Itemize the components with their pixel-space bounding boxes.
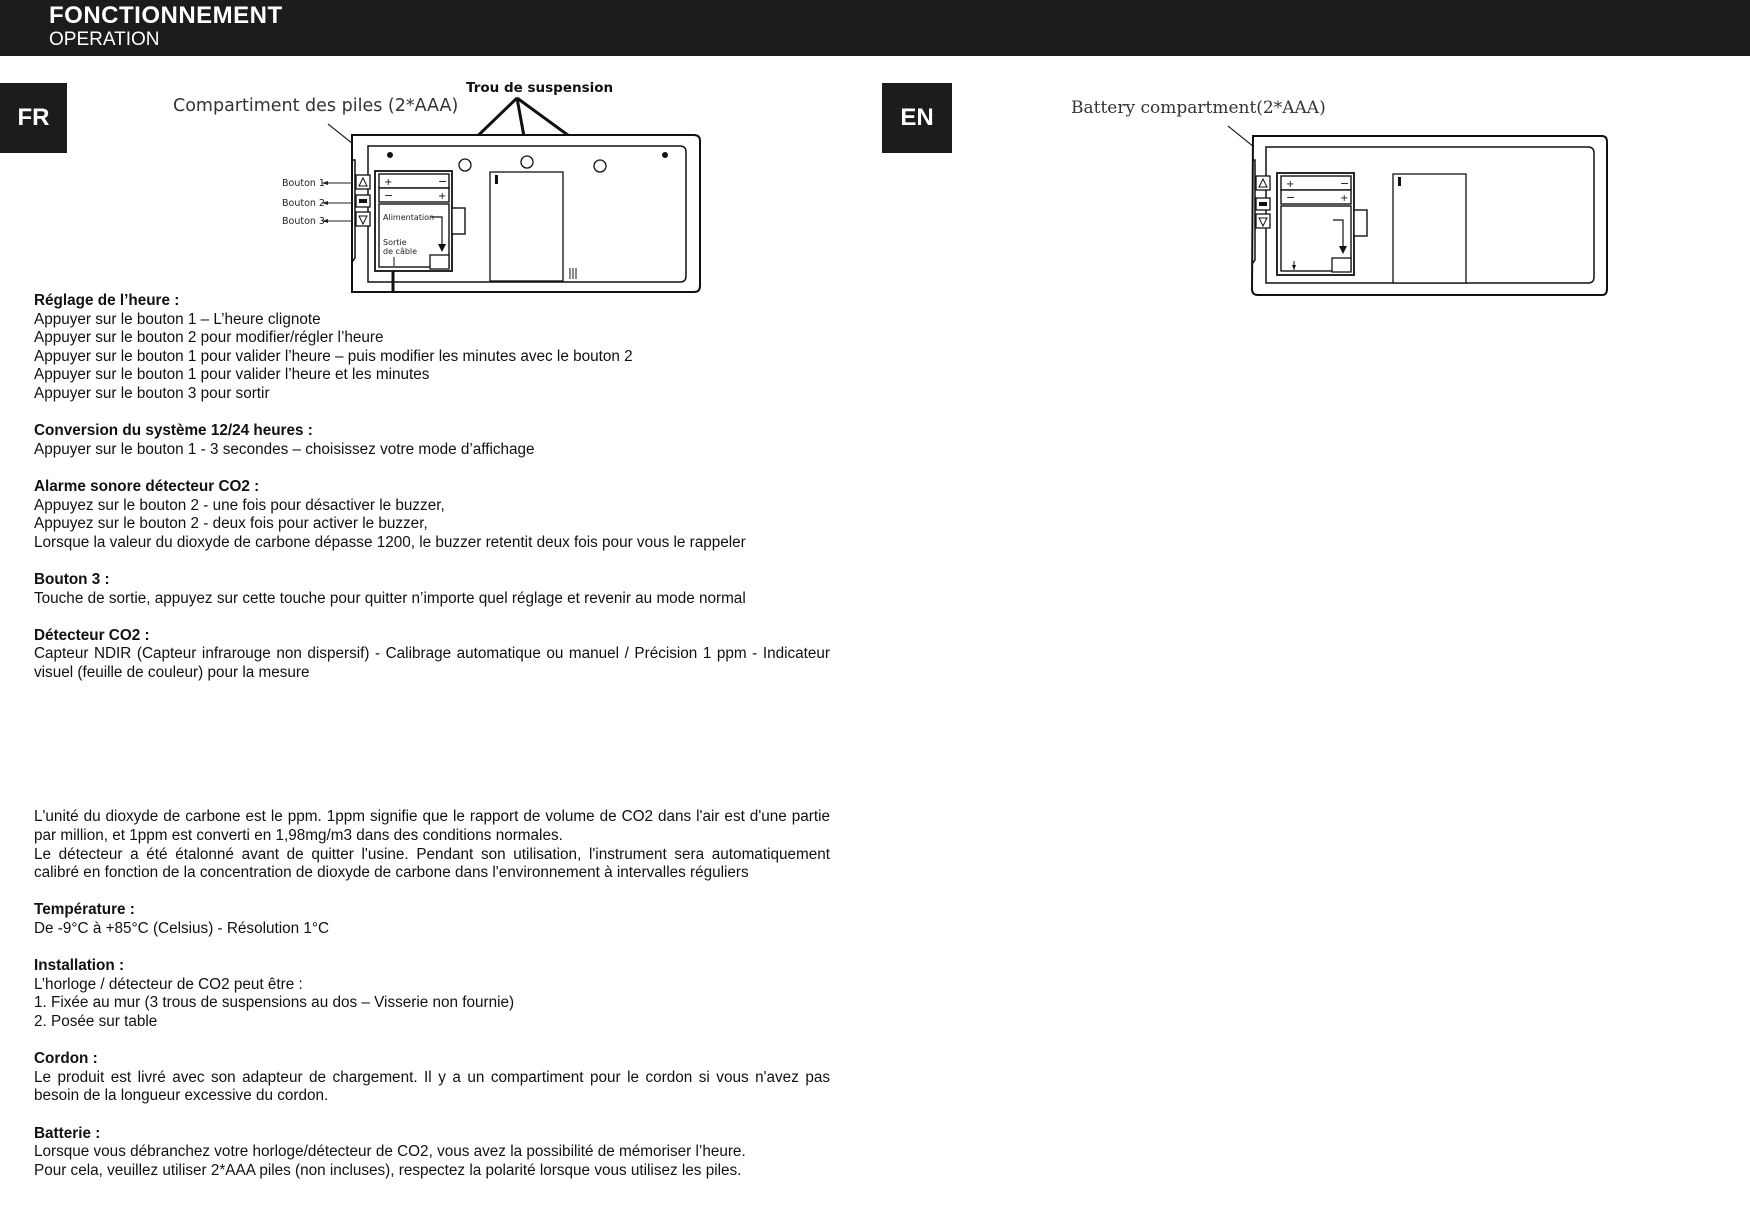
text-line: L’horloge / détecteur de CO2 peut être : xyxy=(34,975,303,993)
section-button-3 xyxy=(34,571,830,608)
text-line: Pour cela, veuillez utiliser 2*AAA piles (non incluses), respectez la polarité lorsque vous utilisez les piles. xyxy=(34,1161,742,1179)
svg-text:+: + xyxy=(1286,179,1295,190)
button-3-label: Bouton 3 xyxy=(282,216,325,227)
section-hour-format xyxy=(34,422,830,459)
device-diagram-fr xyxy=(270,95,710,295)
section-heading: Installation : xyxy=(34,957,125,975)
text-line: Touche de sortie, appuyez sur cette touche pour quitter n’importe quel réglage et revenir au mode normal xyxy=(34,589,746,607)
text-line: De -9°C à +85°C (Celsius) - Résolution 1°C xyxy=(34,920,330,938)
language-badge-en: EN xyxy=(882,83,952,153)
text-line: Appuyer sur le bouton 2 pour modifier/régler l’heure xyxy=(34,329,384,347)
battery-compartment-caption-en: Battery compartment(2*AAA) xyxy=(1071,98,1326,118)
cable-exit-label-1: Sortie xyxy=(383,238,407,247)
language-badge-fr: FR xyxy=(0,83,67,153)
svg-text:−: − xyxy=(1340,177,1350,190)
section-installation xyxy=(34,957,830,1031)
section-co2-alarm xyxy=(34,478,830,552)
text-line: Lorsque la valeur du dioxyde de carbone dépasse 1200, le buzzer retentit deux fois pour vous le rappeler xyxy=(34,533,746,551)
text-line: Appuyer sur le bouton 3 pour sortir xyxy=(34,384,270,402)
button-2-label: Bouton 2 xyxy=(282,198,325,209)
text-paragraph: Le détecteur a été étalonné avant de quitter l'usine. Pendant son utilisation, l'instrument sera automatiquement calibré en fonction de la concentration de dioxyde de carbone dans l'environnement à intervalles réguliers xyxy=(34,845,830,882)
section-ppm-info xyxy=(34,808,830,882)
section-heading: Cordon : xyxy=(34,1050,98,1068)
power-label: Alimentation xyxy=(383,213,435,222)
section-heading: Bouton 3 : xyxy=(34,570,110,588)
section-heading: Alarme sonore détecteur CO2 : xyxy=(34,477,260,495)
spacer xyxy=(34,682,830,808)
section-heading: Batterie : xyxy=(34,1124,101,1142)
svg-text:+: + xyxy=(384,177,393,188)
section-battery xyxy=(34,1125,830,1181)
text-paragraph: Capteur NDIR (Capteur infrarouge non dispersif) - Calibrage automatique ou manuel / Précision 1 ppm - Indicateur visuel (feuille de couleur) pour la mesure xyxy=(34,645,830,681)
svg-text:+: + xyxy=(1340,193,1349,204)
section-cord xyxy=(34,1050,830,1106)
text-line: Lorsque vous débranchez votre horloge/détecteur de CO2, vous avez la possibilité de mémoriser l’heure. xyxy=(34,1143,746,1161)
svg-text:−: − xyxy=(384,189,394,202)
instructions-fr xyxy=(34,292,830,1180)
svg-text:−: − xyxy=(1286,191,1296,204)
section-time-setting xyxy=(34,292,830,404)
svg-text:+: + xyxy=(438,191,447,202)
section-heading: Température : xyxy=(34,901,135,919)
svg-text:−: − xyxy=(438,175,448,188)
text-paragraph: L'unité du dioxyde de carbone est le ppm. 1ppm signifie que le rapport de volume de CO2 dans l'air est d'une partie par million, et 1ppm est converti en 1,98mg/m3 dans des conditions normales. xyxy=(34,808,830,845)
text-line: Appuyez sur le bouton 2 - une fois pour désactiver le buzzer, xyxy=(34,496,445,514)
text-line: Appuyer sur le bouton 1 pour valider l’heure – puis modifier les minutes avec le bouton 2 xyxy=(34,347,633,365)
text-paragraph: Le produit est livré avec son adapteur de chargement. Il y a un compartiment pour le cordon si vous n'avez pas besoin de la longueur excessive du cordon. xyxy=(34,1068,830,1105)
header-subtitle: OPERATION xyxy=(49,29,160,50)
hanging-hole-caption: Trou de suspension xyxy=(466,80,614,96)
text-line: Appuyez sur le bouton 2 - deux fois pour activer le buzzer, xyxy=(34,515,428,533)
text-line: Appuyer sur le bouton 1 pour valider l’heure et les minutes xyxy=(34,366,430,384)
page-header xyxy=(0,0,1750,56)
text-line: 2. Posée sur table xyxy=(34,1013,158,1030)
section-heading: Réglage de l’heure : xyxy=(34,292,180,309)
header-title: FONCTIONNEMENT xyxy=(49,2,283,29)
text-line: Appuyer sur le bouton 1 - 3 secondes – choisissez votre mode d’affichage xyxy=(34,440,535,458)
button-1-label: Bouton 1 xyxy=(282,178,325,189)
section-heading: Détecteur CO2 : xyxy=(34,626,150,644)
text-line: 1. Fixée au mur (3 trous de suspensions au dos – Visserie non fournie) xyxy=(34,994,515,1012)
section-co2-detector xyxy=(34,627,830,683)
cable-exit-label-2: de câble xyxy=(383,247,418,256)
section-heading: Conversion du système 12/24 heures : xyxy=(34,422,313,440)
section-temperature xyxy=(34,901,830,938)
device-diagram-en xyxy=(1200,120,1610,300)
text-line: Appuyer sur le bouton 1 – L’heure clignote xyxy=(34,310,321,328)
battery-compartment-caption-fr: Compartiment des piles (2*AAA) xyxy=(173,96,459,116)
